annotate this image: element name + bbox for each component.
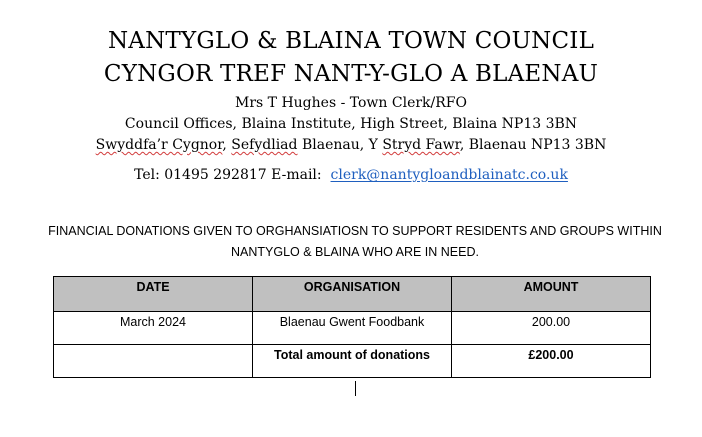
- address-welsh-part: Swyddfa’r Cygnor: [95, 137, 223, 153]
- address-welsh-part: Blaenau, Y: [297, 137, 383, 153]
- table-header-row: [54, 277, 651, 312]
- email-link[interactable]: clerk@nantygloandblainatc.co.uk: [330, 167, 568, 183]
- table-total-row: [54, 345, 651, 378]
- clerk-name: Mrs T Hughes - Town Clerk/RFO: [235, 95, 467, 111]
- address-welsh-part: Stryd Fawr: [382, 137, 460, 153]
- column-header-organisation: ORGANISATION: [253, 277, 452, 312]
- cell-organisation[interactable]: Blaenau Gwent Foodbank: [253, 312, 452, 345]
- address-welsh: [0, 137, 702, 153]
- address-welsh-part: ,: [222, 137, 232, 153]
- cell-total-amount[interactable]: £200.00: [452, 345, 651, 378]
- heading-line-2: NANTYGLO & BLAINA WHO ARE IN NEED.: [231, 245, 479, 259]
- column-header-amount: AMOUNT: [452, 277, 651, 312]
- address-english: Council Offices, Blaina Institute, High Street, Blaina NP13 3BN: [124, 116, 578, 132]
- cell-amount[interactable]: 200.00: [452, 312, 651, 345]
- contact-phone: Tel: 01495 292817 E-mail:: [134, 167, 331, 183]
- council-title-welsh: CYNGOR TREF NANT-Y-GLO A BLAENAU: [103, 61, 599, 87]
- text-cursor: [355, 381, 356, 396]
- cell-date[interactable]: [54, 345, 253, 378]
- heading-line-1: FINANCIAL DONATIONS GIVEN TO ORGHANSIATIOSN TO SUPPORT RESIDENTS AND GROUPS WITHIN: [48, 224, 662, 238]
- address-welsh-part: Sefydliad: [231, 137, 298, 153]
- document-heading: [40, 221, 670, 263]
- cell-date[interactable]: March 2024: [54, 312, 253, 345]
- table-row: [54, 312, 651, 345]
- donations-table: [53, 276, 651, 378]
- address-welsh-part: , Blaenau NP13 3BN: [459, 137, 607, 153]
- council-title-english: NANTYGLO & BLAINA TOWN COUNCIL: [107, 28, 595, 54]
- contact-line: [0, 167, 702, 183]
- cell-total-label[interactable]: Total amount of donations: [253, 345, 452, 378]
- column-header-date: DATE: [54, 277, 253, 312]
